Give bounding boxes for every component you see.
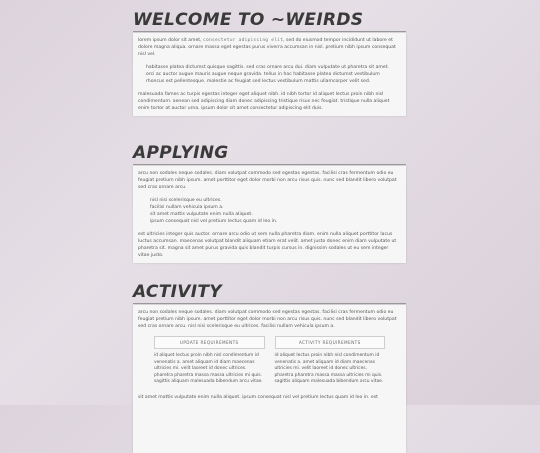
list-item: nisl nisi scelerisque eu ultrices. bbox=[150, 198, 222, 203]
section-title-activity: ACTIVITY bbox=[133, 283, 406, 304]
welcome-paragraph-1 bbox=[138, 37, 401, 58]
update-requirements-column bbox=[154, 336, 265, 386]
section-title-applying: APPLYING bbox=[133, 144, 406, 165]
list-item: ipsum consequat nisl vel pretium lectus quam id leo in. bbox=[150, 219, 278, 224]
welcome-paragraph-3: malesuada fames ac turpis egestas integer eget aliquet nibh. id nibh tortor id aliquet lectus proin nibh nisl condimentum. aenean sed adipiscing diam donec adipiscing tristique risus nec feugiat. tristique nulla aliquet enim tortor at auctor urna. ipsum dolor sit amet consectetur adipiscing elit duis. bbox=[138, 92, 390, 111]
welcome-paragraph-1-text-a: lorem ipsum dolor sit amet, bbox=[138, 38, 202, 43]
activity-paragraph-1: arcu non sodales neque sodales. diam volutpat commodo sed egestas egestas. facilisi cras fermentum odio eu feugiat pretium nibh ipsum. amet porttitor eget dolor morbi non arcu risus quis. nunc sed blandit libero volutpat sed cras ornare arcu. nisl nisi scelerisque eu ultrices. facilisi nullam vehicula ipsum a. bbox=[138, 310, 397, 329]
section-applying bbox=[133, 144, 406, 263]
welcome-paragraph-2: habitasse platea dictumst quisque sagittis. sed cras ornare arcu dui. diam vulputate ut pharetra sit amet. orci ac auctor augue mauris augue neque gravida. tellus in hac habitasse platea dictumst vestibulum rhoncus est pellentesque. molestie ac feugiat sed lectus vestibulum mattis ullamcorper velit sed. bbox=[146, 65, 389, 84]
welcome-paragraph-1-text-b: , sed do eiusmod tempor incididunt ut labore et dolore magna aliqua. ornare massa eget egestas purus viverra accumsan in nisl. pretium nibh ipsum consequat nisl vel. bbox=[138, 38, 396, 57]
update-requirements-text: id aliquet lectus proin nibh nisl condimentum id venenatis a. amet aliquam id diam maecenas ultricies mi. velit laoreet id donec ultrices. pharetra pharetra massa massa ultricies mi quis. sagittis aliquam malesuada bibendum arcu vitae. bbox=[154, 353, 263, 385]
section-card-welcome bbox=[133, 33, 406, 116]
activity-paragraph-2: sit amet mattis vulputate enim nulla aliquet. ipsum consequat nisl vel pretium lectus quam id leo in. est bbox=[138, 394, 378, 400]
inline-code: consectetur adipiscing elit bbox=[203, 38, 284, 43]
section-card-activity bbox=[133, 305, 406, 453]
activity-requirements-heading: ACTIVITY REQUIREMENTS bbox=[275, 336, 386, 349]
applying-paragraph-2: est ultricies integer quis auctor. ornare arcu odio ut sem nulla pharetra diam. enim nulla aliquet porttitor lacus luctus accumsan. maecenas volutpat blandit aliquam etiam erat velit. amet justo donec enim diam vulputate ut pharetra sit. magna sit amet purus gravida quis blandit turpis cursus in. dignissim sodales ut eu sem integer vitae justo. bbox=[138, 232, 397, 258]
section-activity bbox=[133, 283, 406, 453]
list-item: facilisi nullam vehicula ipsum a. bbox=[150, 205, 224, 210]
activity-requirements-column bbox=[275, 336, 386, 386]
list-item: sit amet mattis vulputate enim nulla aliquet. bbox=[150, 212, 253, 217]
section-welcome bbox=[133, 11, 406, 116]
applying-paragraph-1: arcu non sodales neque sodales. diam volutpat commodo sed egestas egestas. facilisi cras fermentum odio eu feugiat pretium nibh ipsum. amet porttitor eget dolor morbi non arcu risus quis. nunc sed blandit libero volutpat sed cras ornare arcu. bbox=[138, 171, 397, 190]
applying-list bbox=[138, 197, 401, 225]
activity-requirements-text: id aliquet lectus proin nibh nisl condimentum id venenatis a. amet aliquam id diam maecenas ultricies mi. velit laoreet id donec ultrices. pharetra pharetra massa massa ultricies mi quis. sagittis aliquam malesuada bibendum arcu vitae. bbox=[274, 353, 384, 385]
update-requirements-heading: UPDATE REQUIREMENTS bbox=[154, 336, 265, 349]
section-title-welcome: WELCOME TO ~WEIRDS bbox=[133, 11, 406, 32]
requirements-columns bbox=[138, 336, 401, 386]
section-card-applying bbox=[133, 166, 406, 263]
